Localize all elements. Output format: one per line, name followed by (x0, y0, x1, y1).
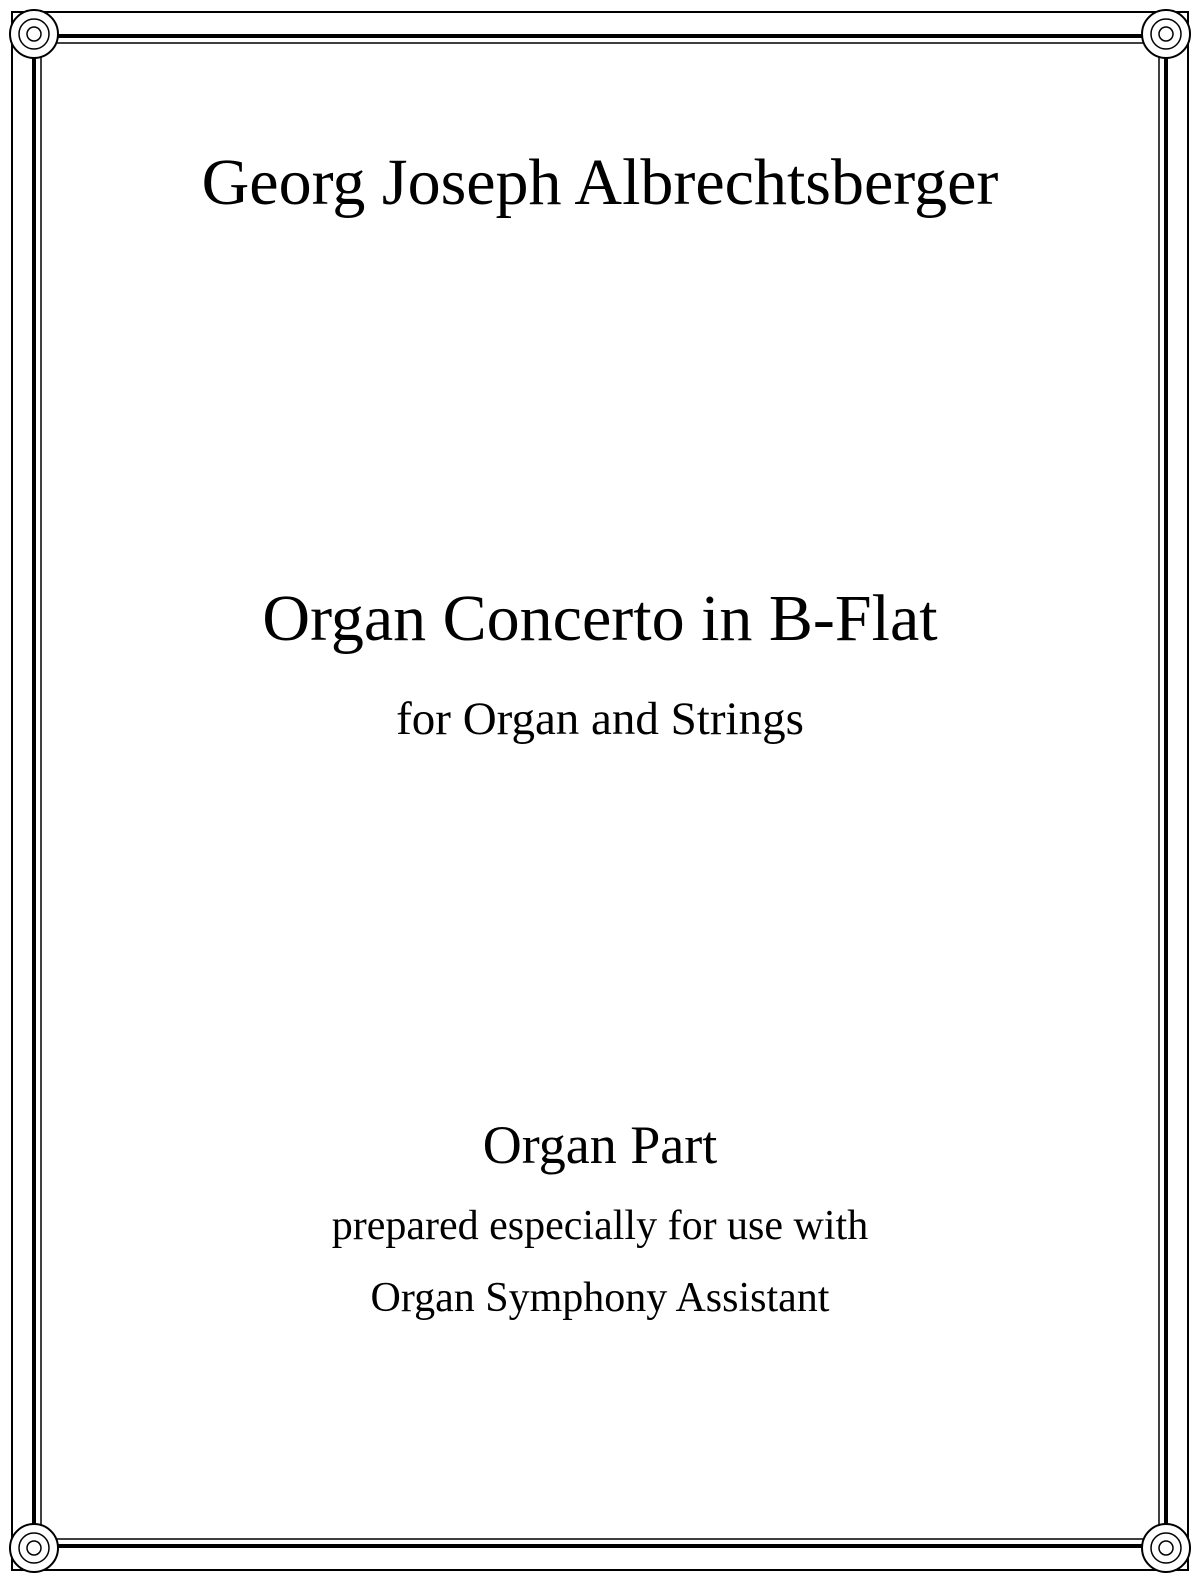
prepared-note: prepared especially for use with (331, 1203, 869, 1249)
corner-ornament-icon (1142, 1524, 1190, 1572)
corner-ornament-icon (10, 10, 58, 58)
work-subtitle: for Organ and Strings (396, 693, 804, 745)
corner-ornament-icon (1142, 10, 1190, 58)
composer-name: Georg Joseph Albrechtsberger (201, 146, 999, 219)
app-name: Organ Symphony Assistant (370, 1275, 830, 1321)
part-name: Organ Part (482, 1115, 718, 1175)
work-title: Organ Concerto in B-Flat (262, 582, 938, 655)
border-outer-line (12, 12, 1188, 1570)
corner-ornament-icon (10, 1524, 58, 1572)
